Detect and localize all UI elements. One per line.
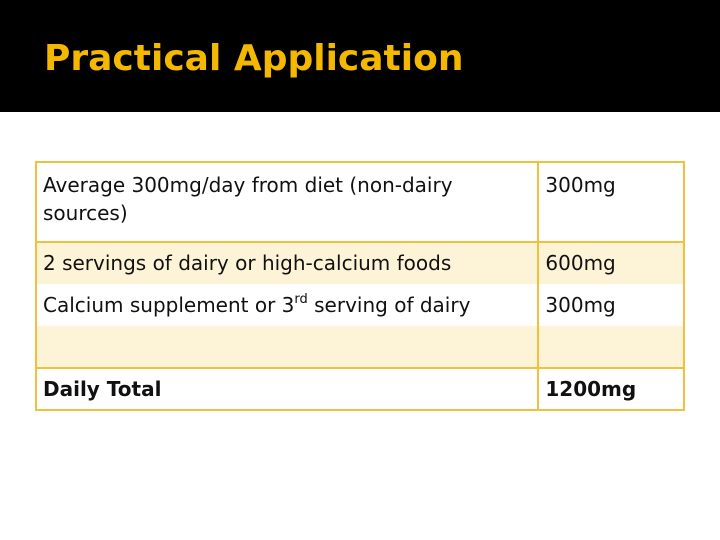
- row-label-post: serving of dairy: [307, 293, 471, 317]
- table-row: [36, 242, 684, 284]
- row-label-pre: Calcium supplement or 3: [43, 293, 295, 317]
- title-bar: [0, 0, 720, 112]
- row-label: [36, 284, 538, 326]
- row-label: 2 servings of dairy or high-calcium foods: [36, 242, 538, 284]
- row-label-superscript: rd: [294, 292, 308, 308]
- total-label: Daily Total: [36, 368, 538, 410]
- row-value: [538, 326, 684, 368]
- row-value: 600mg: [538, 242, 684, 284]
- total-value: 1200mg: [538, 368, 684, 410]
- row-value: 300mg: [538, 284, 684, 326]
- table-row: [36, 162, 684, 242]
- calcium-table: [35, 161, 685, 411]
- slide-title: Practical Application: [44, 38, 464, 79]
- table-row: [36, 284, 684, 326]
- table-row: [36, 368, 684, 410]
- row-value: 300mg: [538, 162, 684, 242]
- table-row: [36, 326, 684, 368]
- row-label: Average 300mg/day from diet (non-dairy sources): [36, 162, 538, 242]
- row-label: [36, 326, 538, 368]
